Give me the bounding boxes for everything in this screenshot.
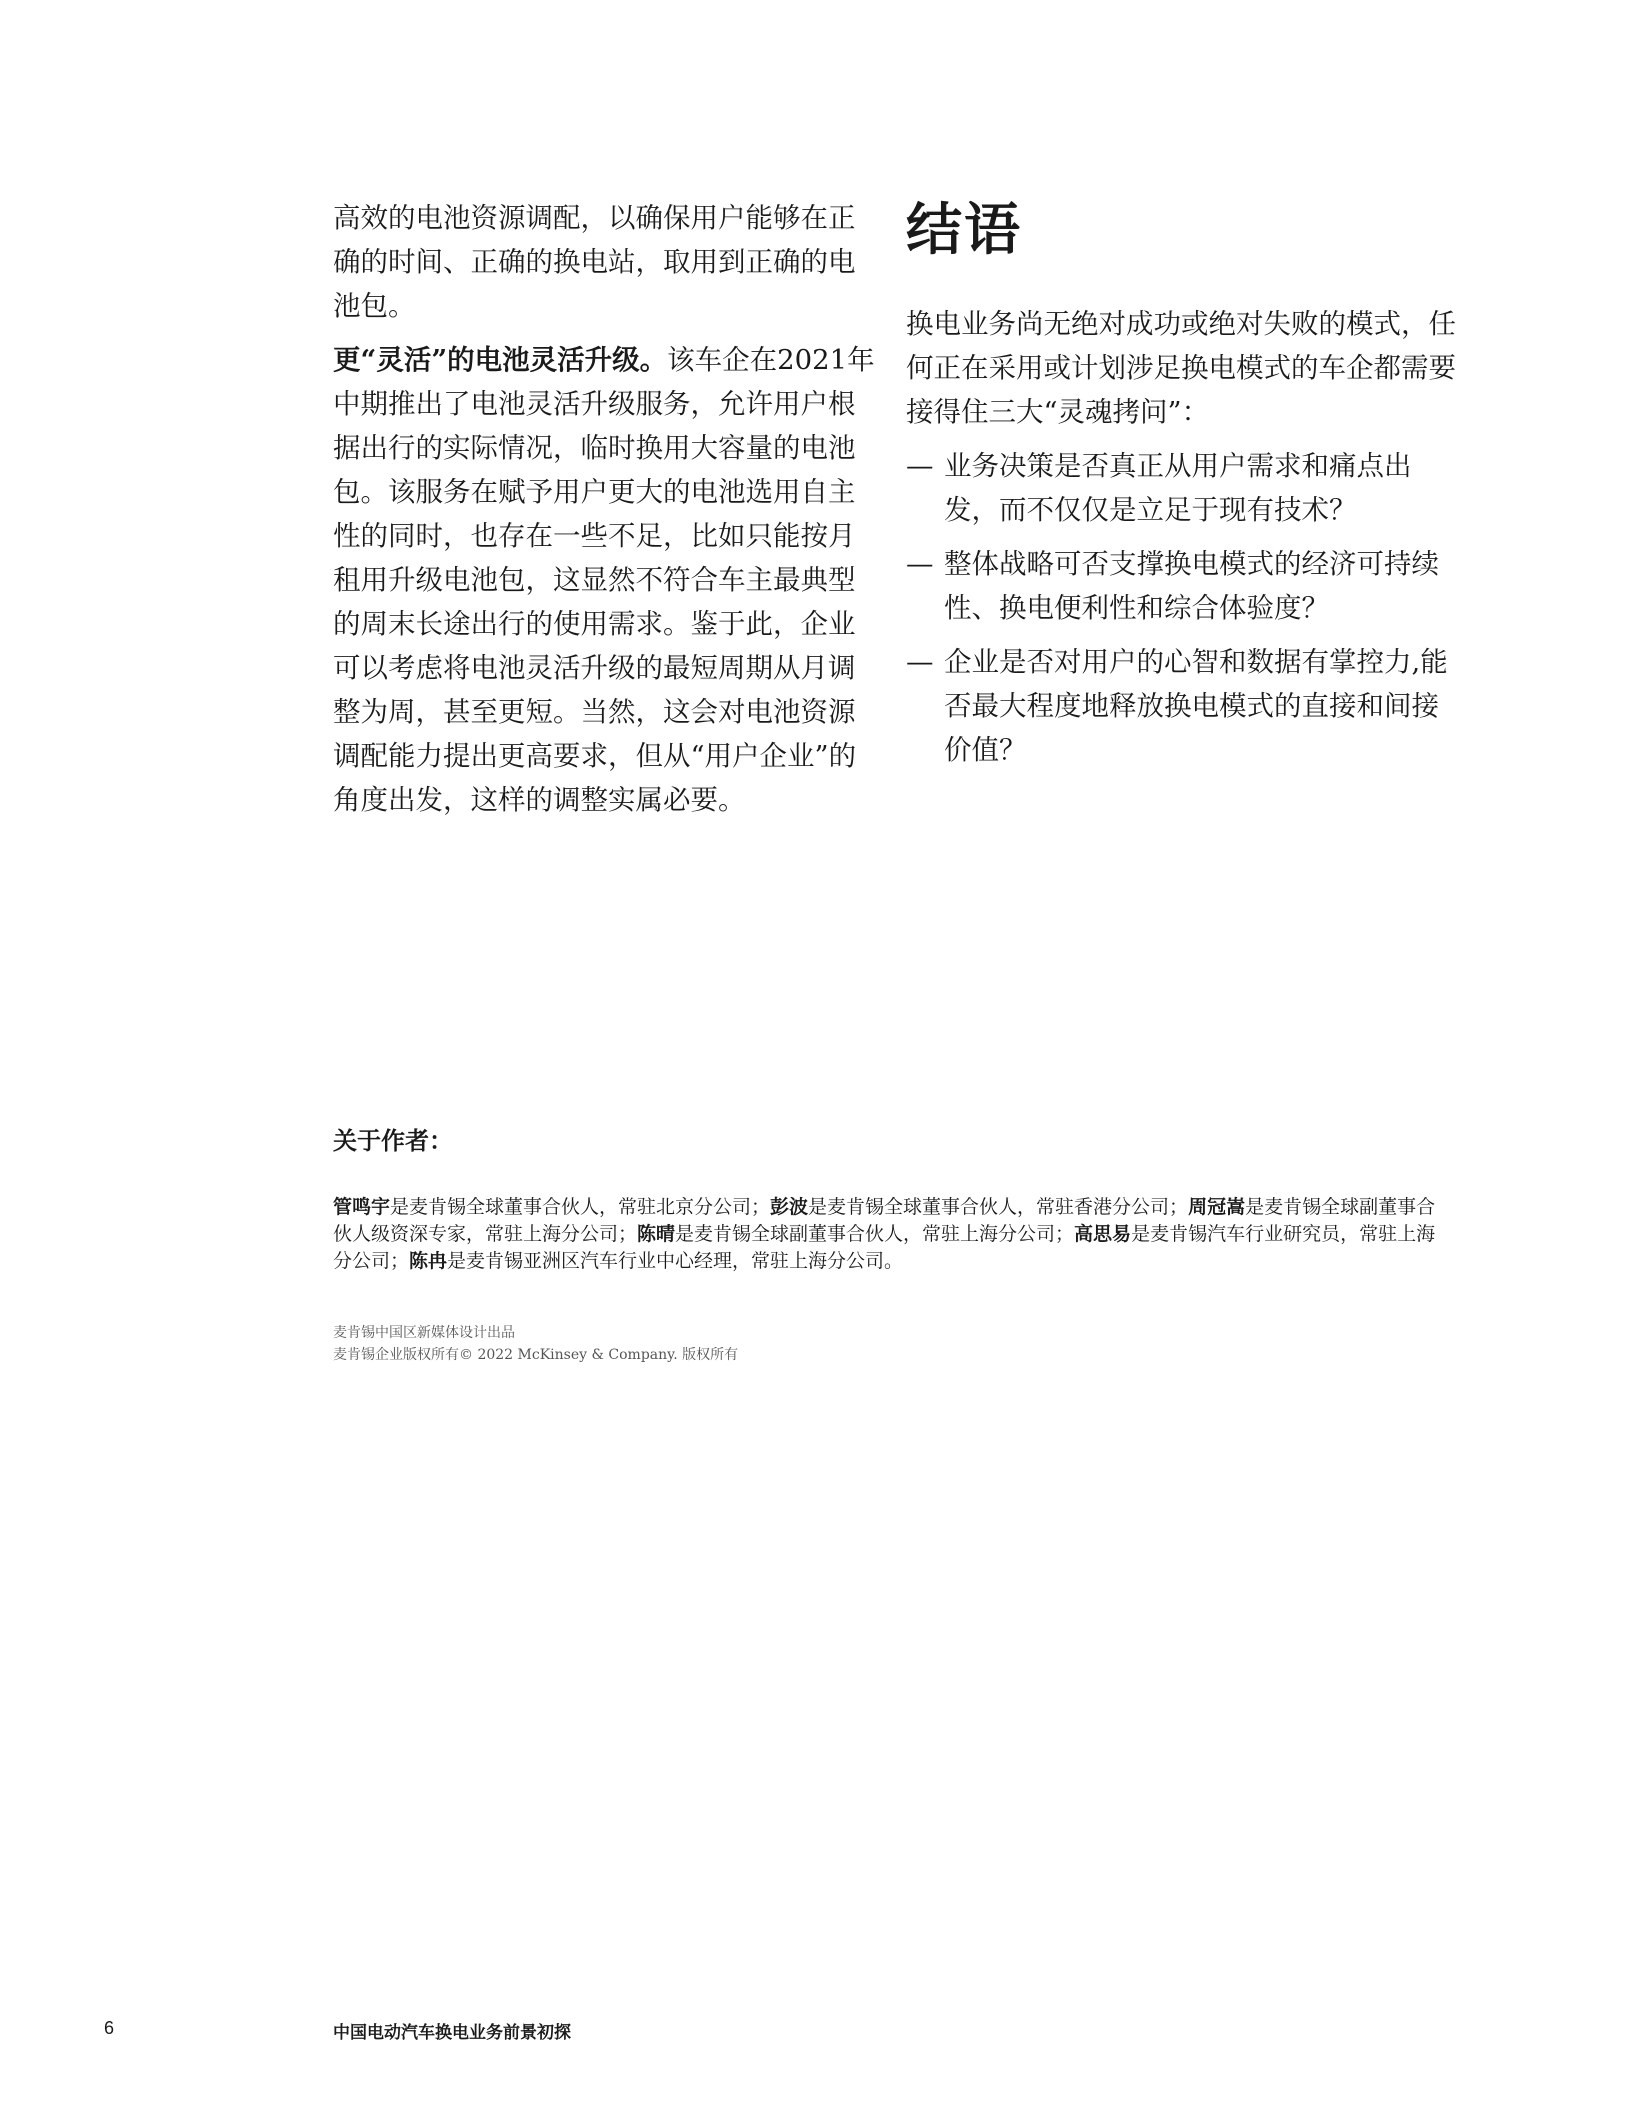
author-desc: 是麦肯锡亚洲区汽车行业中心经理，常驻上海分公司。: [447, 1250, 904, 1272]
author-name: 彭波: [770, 1196, 809, 1218]
author-name: 管鸣宇: [333, 1196, 391, 1218]
question-text: 业务决策是否真正从用户需求和痛点出发，而不仅仅是立足于现有技术？: [944, 450, 1412, 526]
conclusion-heading: 结语: [906, 197, 1022, 263]
question-text: 企业是否对用户的心智和数据有掌控力,能否最大程度地释放换电模式的直接和间接价值？: [944, 646, 1448, 766]
dash-bullet: —: [906, 548, 934, 580]
dash-bullet: —: [906, 450, 934, 482]
author-name: 陈冉: [409, 1250, 448, 1272]
copyright-notice: 麦肯锡企业版权所有© 2022 McKinsey & Company. 版权所有: [333, 1347, 739, 1363]
author-desc: 是麦肯锡汽车行业研究员，常驻上海分公司；: [333, 1223, 1436, 1272]
soul-questions-list: [906, 444, 1462, 772]
question-item: [906, 640, 1462, 772]
conclusion-section: [906, 192, 1462, 782]
dash-bullet: —: [906, 646, 934, 678]
author-name: 高思易: [1074, 1223, 1132, 1245]
credits: [333, 1322, 738, 1366]
author-name: 周冠嵩: [1188, 1196, 1246, 1218]
about-authors: [333, 1124, 1453, 1275]
design-credit: 麦肯锡中国区新媒体设计出品: [333, 1325, 515, 1341]
battery-allocation-paragraph: 高效的电池资源调配，以确保用户能够在正确的时间、正确的换电站，取用到正确的电池包。: [333, 202, 856, 322]
flexible-upgrade-lead: 更“灵活”的电池灵活升级。: [333, 344, 668, 376]
author-desc: 是麦肯锡全球副董事合伙人，常驻上海分公司；: [675, 1223, 1075, 1245]
author-desc: 是麦肯锡全球董事合伙人，常驻北京分公司；: [390, 1196, 771, 1218]
flexible-upgrade-body: 该车企在2021年中期推出了电池灵活升级服务，允许用户根据出行的实际情况，临时换用大容量的电池包。该服务在赋予用户更大的电池选用自主性的同时，也存在一些不足，比如只能按月租用升级电池包，这显然不符合车主最典型的周末长途出行的使用需求。鉴于此，企业可以考虑将电池灵活升级的最短周期从月调整为周，甚至更短。当然，这会对电池资源调配能力提出更高要求，但从“用户企业”的角度出发，这样的调整实属必要。: [333, 344, 875, 816]
left-column: [333, 196, 881, 832]
conclusion-intro: 换电业务尚无绝对成功或绝对失败的模式，任何正在采用或计划涉足换电模式的车企都需要接得住三大“灵魂拷问”：: [906, 308, 1456, 428]
question-text: 整体战略可否支撑换电模式的经济可持续性、换电便利性和综合体验度？: [944, 548, 1439, 624]
authors-title: 关于作者：: [333, 1126, 453, 1155]
authors-body: [333, 1194, 1453, 1275]
flexible-upgrade-paragraph: [333, 338, 881, 822]
author-desc: 是麦肯锡全球董事合伙人，常驻香港分公司；: [808, 1196, 1189, 1218]
page-number: 6: [104, 2018, 115, 2038]
report-title: 中国电动汽车换电业务前景初探: [333, 2023, 571, 2043]
author-desc: 是麦肯锡全球副董事合伙人级资深专家，常驻上海分公司；: [333, 1196, 1436, 1245]
question-item: [906, 542, 1462, 630]
author-name: 陈晴: [637, 1223, 676, 1245]
question-item: [906, 444, 1462, 532]
